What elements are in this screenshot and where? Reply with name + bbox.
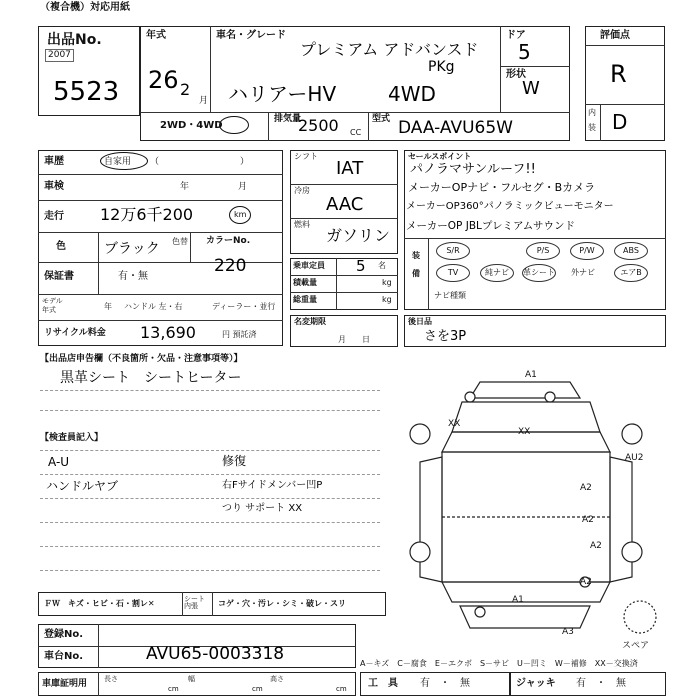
load-unit: kg	[382, 278, 392, 287]
interior-value: D	[612, 110, 628, 134]
equip-power-steering: P/S	[526, 242, 560, 260]
inspector-right-2: 右Fサイドメンバー凹P	[222, 480, 323, 491]
type-value: DAA-AVU65W	[398, 118, 513, 138]
recycle-unit: 円 預託済	[222, 330, 257, 339]
lot-number: 5523	[53, 77, 120, 107]
warranty-label: 保証書	[44, 271, 74, 282]
tools-label: 工 具	[368, 678, 398, 689]
year-stamp: 2007	[45, 49, 74, 62]
equip-abs: ABS	[614, 242, 648, 260]
remarks-header: 【出品店申告欄（不良箇所・欠品・注意事項等）】	[40, 354, 243, 364]
wheel-front-right	[622, 424, 642, 444]
model-name: ハリアーHV	[228, 82, 337, 106]
door-value: 5	[518, 40, 531, 64]
chassis-value: AVU65-0003318	[146, 644, 285, 664]
rear-items-label: 後日品	[408, 317, 432, 326]
front-bumper-outline	[470, 382, 580, 398]
equip-genuine-navi: 純ナビ	[480, 264, 514, 282]
year-label: 年式	[146, 30, 166, 41]
handle-label: ハンドル 左・右	[124, 302, 183, 311]
model-label-2: 年式	[42, 306, 56, 314]
recycle-value: 13,690	[140, 323, 196, 342]
mirror-front-right	[545, 392, 555, 402]
height-unit: cm	[336, 685, 347, 693]
inspector-left-1: A-U	[48, 455, 70, 469]
type-label: 型式	[372, 114, 391, 124]
month-value: 2	[180, 80, 191, 99]
color-change-label: 色替	[172, 237, 188, 246]
month-unit: 月	[199, 96, 209, 106]
warranty-value: 有・無	[118, 271, 148, 282]
displacement-label: 排気量	[274, 114, 302, 124]
equip-leather-seat: 革シート	[522, 264, 556, 282]
wheel-front-left	[410, 424, 430, 444]
color-no-label: カラーNo.	[206, 236, 251, 246]
inspector-left-2: ハンドルヤブ	[46, 479, 119, 493]
name-change-label: 名変期限	[294, 317, 326, 326]
displacement-unit: CC	[350, 128, 362, 137]
history-box	[38, 150, 283, 346]
diagram-mark-right-3: A2	[590, 541, 602, 551]
inspector-right-3: つり サポート XX	[222, 503, 303, 514]
diagram-mark-rear-right: A2	[580, 577, 592, 587]
car-name-label: 車名・グレード	[216, 30, 286, 41]
equip-tv: TV	[436, 264, 470, 282]
mark-rear-left	[475, 607, 485, 617]
navi-type-label: ナビ種類	[434, 291, 466, 300]
wheel-rear-right	[622, 542, 642, 562]
sales-line-4: メーカーOP JBLプレミアムサウンド	[406, 220, 576, 232]
dealer-label: ディーラー・並行	[212, 302, 276, 311]
lot-number-box	[38, 26, 140, 116]
mileage-unit-circle	[229, 206, 251, 224]
equip-aftermarket-navi: 外ナビ	[571, 268, 595, 277]
height-label: 高さ	[270, 675, 284, 683]
sales-line-2: メーカーOPナビ・フルセグ・Bカメラ	[408, 181, 596, 194]
car-damage-diagram	[400, 362, 690, 652]
mileage-label: 走行	[44, 211, 64, 222]
fuel-label: 燃料	[294, 220, 310, 229]
model-label-1: モデル	[42, 297, 63, 305]
grade-pkg: PKg	[428, 59, 455, 75]
right-side-outline	[610, 457, 632, 582]
length-unit: cm	[168, 685, 179, 693]
model-year: 年	[104, 302, 112, 311]
shaken-month: 月	[238, 182, 248, 192]
equip-power-window: P/W	[570, 242, 604, 260]
damage-legend: A－キズ C－腐食 E－エクボ S－サビ U－凹ミ W－補修 XX－交換済	[360, 659, 638, 668]
displacement-value: 2500	[298, 116, 339, 135]
interior-label-2: 装	[588, 123, 596, 132]
diagram-mark-hood: XX	[518, 427, 531, 437]
capacity-value: 5	[356, 257, 366, 275]
history-paren: （ ）	[150, 157, 250, 167]
remarks-text: 黒革シート シートヒーター	[60, 370, 242, 386]
ac-value: AAC	[326, 194, 364, 215]
diagram-mark-rear-bottom: A3	[562, 627, 574, 637]
shaken-label: 車検	[44, 181, 64, 192]
tools-value: 有 ・ 無	[420, 678, 470, 689]
fw-text: コゲ・穴・汚レ・シミ・破レ・スリ	[218, 599, 346, 608]
left-side-outline	[420, 457, 442, 582]
history-circle	[100, 152, 148, 170]
rear-items-value: さを3P	[424, 329, 467, 344]
diagram-mark-right-2: A2	[582, 515, 594, 525]
spare-tire-icon	[624, 601, 656, 633]
score-value: R	[610, 60, 627, 88]
ac-label: 冷房	[294, 186, 310, 195]
diagram-mark-left: XX	[448, 419, 461, 429]
diagram-mark-right-1: A2	[580, 483, 592, 493]
inspector-right-1: 修復	[222, 454, 247, 468]
shape-label: 形状	[506, 69, 526, 80]
drive-type: 4WD	[388, 82, 436, 106]
capacity-label: 乗車定員	[293, 261, 325, 270]
equip-airbag: エアB	[614, 264, 648, 282]
diagram-mark-right-front: AU2	[625, 453, 644, 463]
shift-label: シフト	[294, 152, 318, 161]
inspector-header: 【検査員記入】	[40, 433, 104, 443]
capacity-unit: 名	[378, 261, 386, 270]
shaken-year: 年	[180, 182, 190, 192]
sales-line-3: メーカーOP360°パノラミックビューモニター	[406, 201, 614, 212]
recycle-label: リサイクル料金	[44, 328, 106, 338]
shift-value: IAT	[336, 158, 364, 179]
mileage-unit: km	[234, 210, 247, 219]
interior-label-1: 内	[588, 108, 596, 117]
chassis-label: 車台No.	[44, 651, 84, 662]
mileage-value: 12万6千200	[100, 205, 194, 224]
length-label: 長さ	[104, 675, 118, 683]
gross-unit: kg	[382, 295, 392, 304]
equipment-label-1: 装	[412, 251, 420, 260]
width-label: 幅	[188, 675, 195, 683]
diagram-mark-front: A1	[525, 370, 537, 380]
grade: プレミアム アドバンスド	[300, 40, 479, 59]
drive-options: 2WD・4WD	[160, 120, 223, 131]
reg-label: 登録No.	[44, 629, 84, 640]
width-unit: cm	[252, 685, 263, 693]
name-change-unit: 月 日	[338, 335, 370, 344]
lot-label: 出品No.	[47, 32, 102, 48]
jack-value: 有 ・ 無	[576, 678, 626, 689]
mirror-front-left	[465, 392, 475, 402]
year-value: 26	[148, 66, 179, 94]
wheel-rear-left	[410, 542, 430, 562]
form-caption: （複合機）対応用紙	[40, 2, 130, 13]
door-label: ドア	[506, 30, 526, 41]
diagram-mark-rear: A1	[512, 595, 524, 605]
shape-value: W	[522, 78, 540, 99]
equip-sunroof: S/R	[436, 242, 470, 260]
fw-label: ＦＷ キズ・ヒビ・石・割レ✕	[44, 599, 155, 608]
sales-line-1: パノラマサンルーフ!!	[410, 162, 536, 177]
gross-label: 総重量	[293, 295, 317, 304]
color-no-value: 220	[214, 256, 247, 276]
color-value: ブラック	[104, 241, 160, 257]
spare-label: スペア	[622, 641, 650, 651]
fuel-value: ガソリン	[326, 226, 391, 245]
drive-4wd-circle	[219, 116, 249, 134]
history-value: 自家用	[104, 157, 132, 167]
jack-label: ジャッキ	[516, 678, 556, 689]
equipment-label-2: 備	[412, 269, 420, 278]
sales-point-label: セールスポイント	[408, 152, 472, 161]
load-label: 積載量	[293, 278, 317, 287]
fw-seat-label: シート 内張	[184, 595, 205, 610]
color-label: 色	[56, 241, 66, 252]
score-label: 評価点	[600, 30, 630, 41]
history-label: 車歴	[44, 156, 64, 167]
garage-cert-label: 車庫証明用	[42, 679, 88, 689]
